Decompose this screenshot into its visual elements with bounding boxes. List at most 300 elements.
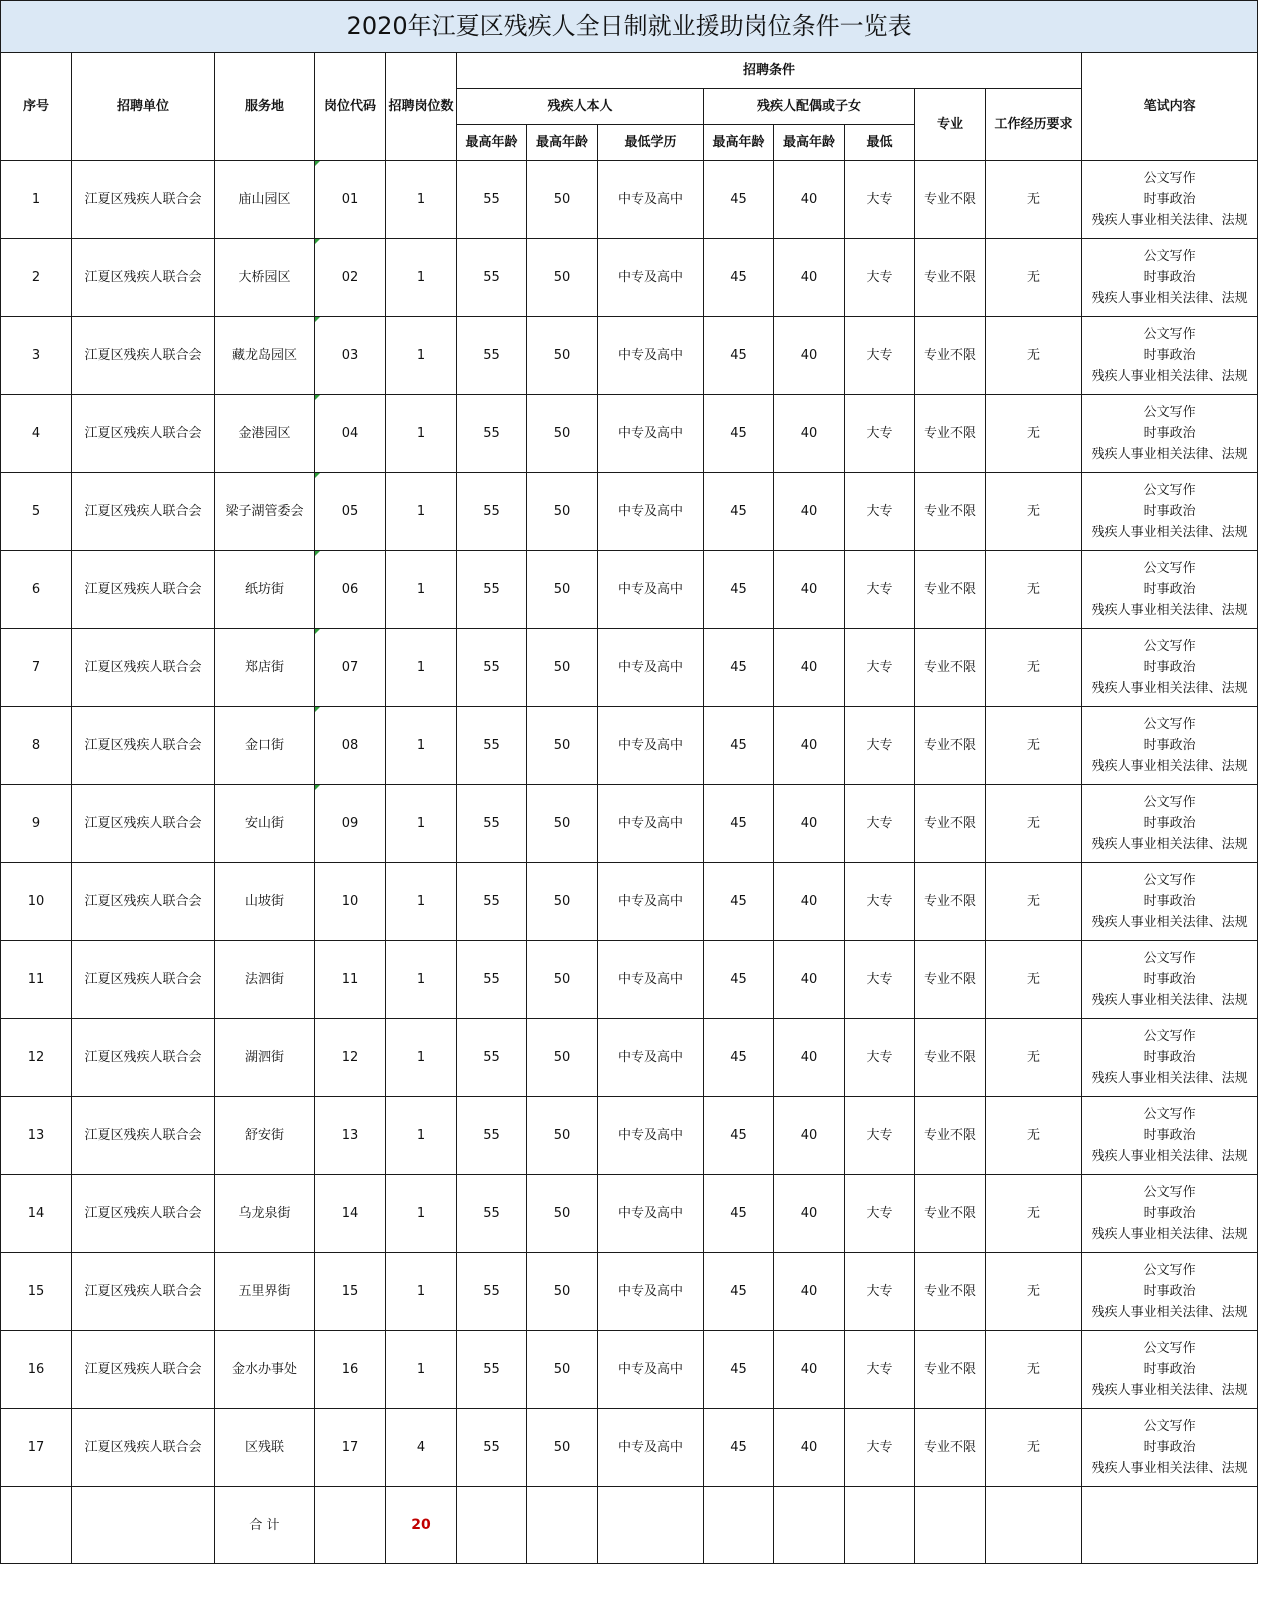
table-row bbox=[1, 863, 1258, 941]
cell-family-age-1: 45 bbox=[704, 1409, 774, 1487]
cell-family-edu: 大专 bbox=[845, 629, 915, 707]
cell-unit: 江夏区残疾人联合会 bbox=[72, 239, 215, 317]
cell-self-age-2: 50 bbox=[527, 707, 598, 785]
cell-code: 16 bbox=[315, 1331, 386, 1409]
cell-family-edu: 大专 bbox=[845, 1331, 915, 1409]
cell-family-edu: 大专 bbox=[845, 1253, 915, 1331]
cell-self-age-2: 50 bbox=[527, 1097, 598, 1175]
cell-self-age-2: 50 bbox=[527, 551, 598, 629]
cell-major: 专业不限 bbox=[915, 395, 986, 473]
cell-text: 03 bbox=[341, 348, 359, 363]
cell-major: 专业不限 bbox=[915, 941, 986, 1019]
cell-code: 10 bbox=[315, 863, 386, 941]
cell-place: 大桥园区 bbox=[215, 239, 315, 317]
cell-experience: 无 bbox=[986, 161, 1082, 239]
cell-unit: 江夏区残疾人联合会 bbox=[72, 941, 215, 1019]
cell-family-age-2: 40 bbox=[774, 161, 845, 239]
cell-self-age-1: 55 bbox=[457, 473, 527, 551]
table-row bbox=[1, 785, 1258, 863]
cell-text: 02 bbox=[341, 270, 359, 285]
exam-subject: 时事政治 bbox=[1143, 1050, 1196, 1065]
exam-subject: 公文写作 bbox=[1143, 1263, 1196, 1278]
cell-family-edu: 大专 bbox=[845, 551, 915, 629]
cell-self-age-2: 50 bbox=[527, 863, 598, 941]
cell-exam bbox=[1082, 785, 1258, 863]
table-row bbox=[1, 707, 1258, 785]
cell-exam bbox=[1082, 1409, 1258, 1487]
cell-family-age-2: 40 bbox=[774, 239, 845, 317]
cell-self-age-1: 55 bbox=[457, 317, 527, 395]
cell-experience: 无 bbox=[986, 1019, 1082, 1097]
cell-family-edu: 大专 bbox=[845, 161, 915, 239]
cell-self-edu: 中专及高中 bbox=[598, 1409, 704, 1487]
cell-family-edu: 大专 bbox=[845, 785, 915, 863]
cell-family-edu: 大专 bbox=[845, 1019, 915, 1097]
cell-experience: 无 bbox=[986, 395, 1082, 473]
cell-exam bbox=[1082, 707, 1258, 785]
cell-major: 专业不限 bbox=[915, 785, 986, 863]
cell-unit: 江夏区残疾人联合会 bbox=[72, 1019, 215, 1097]
cell-experience: 无 bbox=[986, 1097, 1082, 1175]
cell-self-edu: 中专及高中 bbox=[598, 1175, 704, 1253]
cell-exam bbox=[1082, 551, 1258, 629]
cell-self-age-2: 50 bbox=[527, 629, 598, 707]
cell-exam bbox=[1082, 863, 1258, 941]
exam-subject: 残疾人事业相关法律、法规 bbox=[1091, 1461, 1248, 1476]
cell-seq: 11 bbox=[1, 941, 72, 1019]
cell-self-age-1: 55 bbox=[457, 1175, 527, 1253]
cell-place: 区残联 bbox=[215, 1409, 315, 1487]
cell-unit: 江夏区残疾人联合会 bbox=[72, 317, 215, 395]
cell-code: 14 bbox=[315, 1175, 386, 1253]
cell-experience: 无 bbox=[986, 1331, 1082, 1409]
exam-subject: 公文写作 bbox=[1143, 405, 1196, 420]
cell-family-age-2: 40 bbox=[774, 1331, 845, 1409]
exam-subject: 公文写作 bbox=[1143, 483, 1196, 498]
cell-self-edu: 中专及高中 bbox=[598, 785, 704, 863]
cell-count: 1 bbox=[386, 317, 457, 395]
table-row bbox=[1, 473, 1258, 551]
exam-subject: 残疾人事业相关法律、法规 bbox=[1091, 681, 1248, 696]
cell-code: 11 bbox=[315, 941, 386, 1019]
cell-marker-icon bbox=[315, 707, 320, 712]
table-row bbox=[1, 317, 1258, 395]
cell-text: 01 bbox=[341, 192, 359, 207]
exam-subject: 残疾人事业相关法律、法规 bbox=[1091, 1383, 1248, 1398]
cell-seq: 5 bbox=[1, 473, 72, 551]
header-family-age-1: 最高年龄 bbox=[704, 125, 774, 161]
cell-experience: 无 bbox=[986, 941, 1082, 1019]
cell-family-age-2: 40 bbox=[774, 863, 845, 941]
cell-code bbox=[315, 785, 386, 863]
cell-family-edu: 大专 bbox=[845, 317, 915, 395]
cell-unit: 江夏区残疾人联合会 bbox=[72, 395, 215, 473]
exam-subject: 残疾人事业相关法律、法规 bbox=[1091, 291, 1248, 306]
cell-self-age-1: 55 bbox=[457, 629, 527, 707]
cell-code bbox=[315, 239, 386, 317]
cell-exam bbox=[1082, 395, 1258, 473]
cell-experience: 无 bbox=[986, 1253, 1082, 1331]
cell-count: 1 bbox=[386, 1097, 457, 1175]
cell-self-age-1: 55 bbox=[457, 863, 527, 941]
cell-family-edu: 大专 bbox=[845, 941, 915, 1019]
exam-subject: 残疾人事业相关法律、法规 bbox=[1091, 1305, 1248, 1320]
exam-subject: 残疾人事业相关法律、法规 bbox=[1091, 915, 1248, 930]
cell-major: 专业不限 bbox=[915, 707, 986, 785]
cell-self-edu: 中专及高中 bbox=[598, 1331, 704, 1409]
cell-family-age-1: 45 bbox=[704, 785, 774, 863]
cell-experience: 无 bbox=[986, 1409, 1082, 1487]
cell-family-age-2: 40 bbox=[774, 941, 845, 1019]
cell-self-age-1: 55 bbox=[457, 551, 527, 629]
cell-experience: 无 bbox=[986, 317, 1082, 395]
cell-major: 专业不限 bbox=[915, 239, 986, 317]
header-seq: 序号 bbox=[1, 53, 72, 161]
cell-self-edu: 中专及高中 bbox=[598, 1019, 704, 1097]
cell-self-age-2: 50 bbox=[527, 239, 598, 317]
cell-seq: 14 bbox=[1, 1175, 72, 1253]
cell-major: 专业不限 bbox=[915, 1175, 986, 1253]
cell-family-edu: 大专 bbox=[845, 395, 915, 473]
cell-marker-icon bbox=[315, 629, 320, 634]
cell-family-age-1: 45 bbox=[704, 863, 774, 941]
cell-self-age-2: 50 bbox=[527, 785, 598, 863]
cell-count: 1 bbox=[386, 161, 457, 239]
exam-subject: 残疾人事业相关法律、法规 bbox=[1091, 213, 1248, 228]
cell-place: 金口街 bbox=[215, 707, 315, 785]
cell-count: 1 bbox=[386, 1175, 457, 1253]
table-row bbox=[1, 1253, 1258, 1331]
table-row bbox=[1, 1331, 1258, 1409]
cell-major: 专业不限 bbox=[915, 629, 986, 707]
cell-self-edu: 中专及高中 bbox=[598, 395, 704, 473]
cell-major: 专业不限 bbox=[915, 1019, 986, 1097]
cell-marker-icon bbox=[315, 161, 320, 166]
cell-exam bbox=[1082, 1175, 1258, 1253]
cell-family-age-1: 45 bbox=[704, 473, 774, 551]
header-self-age-1: 最高年龄 bbox=[457, 125, 527, 161]
exam-subject: 时事政治 bbox=[1143, 660, 1196, 675]
cell-text: 09 bbox=[341, 816, 359, 831]
exam-subject: 公文写作 bbox=[1143, 795, 1196, 810]
table-row bbox=[1, 1175, 1258, 1253]
cell-exam bbox=[1082, 317, 1258, 395]
table-row bbox=[1, 551, 1258, 629]
cell-major: 专业不限 bbox=[915, 1331, 986, 1409]
cell-self-age-1: 55 bbox=[457, 1253, 527, 1331]
exam-subject: 公文写作 bbox=[1143, 1029, 1196, 1044]
cell-family-edu: 大专 bbox=[845, 863, 915, 941]
cell-seq: 12 bbox=[1, 1019, 72, 1097]
cell-family-age-1: 45 bbox=[704, 317, 774, 395]
cell-experience: 无 bbox=[986, 239, 1082, 317]
exam-subject: 公文写作 bbox=[1143, 873, 1196, 888]
cell-family-edu: 大专 bbox=[845, 1097, 915, 1175]
exam-subject: 时事政治 bbox=[1143, 348, 1196, 363]
cell-self-age-1: 55 bbox=[457, 1331, 527, 1409]
header-self-edu: 最低学历 bbox=[598, 125, 704, 161]
exam-subject: 时事政治 bbox=[1143, 1128, 1196, 1143]
cell-seq: 3 bbox=[1, 317, 72, 395]
header-unit: 招聘单位 bbox=[72, 53, 215, 161]
total-value: 20 bbox=[386, 1487, 457, 1564]
cell-family-age-1: 45 bbox=[704, 1253, 774, 1331]
exam-subject: 时事政治 bbox=[1143, 192, 1196, 207]
exam-subject: 公文写作 bbox=[1143, 951, 1196, 966]
table-row bbox=[1, 395, 1258, 473]
cell-family-age-2: 40 bbox=[774, 707, 845, 785]
exam-subject: 残疾人事业相关法律、法规 bbox=[1091, 525, 1248, 540]
cell-text: 04 bbox=[341, 426, 359, 441]
cell-experience: 无 bbox=[986, 863, 1082, 941]
exam-subject: 时事政治 bbox=[1143, 738, 1196, 753]
cell-seq: 9 bbox=[1, 785, 72, 863]
cell-count: 1 bbox=[386, 785, 457, 863]
header-family-age-2: 最高年龄 bbox=[774, 125, 845, 161]
table-row bbox=[1, 1097, 1258, 1175]
cell-family-age-2: 40 bbox=[774, 317, 845, 395]
cell-self-age-2: 50 bbox=[527, 1019, 598, 1097]
exam-subject: 残疾人事业相关法律、法规 bbox=[1091, 447, 1248, 462]
cell-self-edu: 中专及高中 bbox=[598, 161, 704, 239]
cell-unit: 江夏区残疾人联合会 bbox=[72, 1331, 215, 1409]
cell-family-edu: 大专 bbox=[845, 1175, 915, 1253]
cell-self-age-2: 50 bbox=[527, 1253, 598, 1331]
cell-self-edu: 中专及高中 bbox=[598, 863, 704, 941]
cell-place: 五里界街 bbox=[215, 1253, 315, 1331]
cell-self-age-1: 55 bbox=[457, 161, 527, 239]
cell-family-edu: 大专 bbox=[845, 473, 915, 551]
cell-text: 08 bbox=[341, 738, 359, 753]
cell-text: 06 bbox=[341, 582, 359, 597]
table-row bbox=[1, 941, 1258, 1019]
cell-family-age-1: 45 bbox=[704, 629, 774, 707]
exam-subject: 时事政治 bbox=[1143, 816, 1196, 831]
cell-major: 专业不限 bbox=[915, 863, 986, 941]
cell-marker-icon bbox=[315, 473, 320, 478]
cell-self-edu: 中专及高中 bbox=[598, 551, 704, 629]
cell-family-edu: 大专 bbox=[845, 1409, 915, 1487]
cell-exam bbox=[1082, 1019, 1258, 1097]
cell-place: 湖泗街 bbox=[215, 1019, 315, 1097]
header-major: 专业 bbox=[915, 89, 986, 161]
cell-marker-icon bbox=[315, 395, 320, 400]
cell-major: 专业不限 bbox=[915, 317, 986, 395]
cell-count: 1 bbox=[386, 239, 457, 317]
exam-subject: 时事政治 bbox=[1143, 426, 1196, 441]
cell-self-age-2: 50 bbox=[527, 1175, 598, 1253]
exam-subject: 公文写作 bbox=[1143, 171, 1196, 186]
cell-place: 藏龙岛园区 bbox=[215, 317, 315, 395]
cell-code: 15 bbox=[315, 1253, 386, 1331]
cell-self-edu: 中专及高中 bbox=[598, 239, 704, 317]
exam-subject: 时事政治 bbox=[1143, 1440, 1196, 1455]
cell-family-age-2: 40 bbox=[774, 1409, 845, 1487]
exam-subject: 残疾人事业相关法律、法规 bbox=[1091, 1071, 1248, 1086]
cell-code: 12 bbox=[315, 1019, 386, 1097]
exam-subject: 时事政治 bbox=[1143, 270, 1196, 285]
cell-seq: 4 bbox=[1, 395, 72, 473]
exam-subject: 残疾人事业相关法律、法规 bbox=[1091, 837, 1248, 852]
table-row bbox=[1, 629, 1258, 707]
cell-place: 安山街 bbox=[215, 785, 315, 863]
cell-major: 专业不限 bbox=[915, 473, 986, 551]
cell-self-age-1: 55 bbox=[457, 395, 527, 473]
cell-major: 专业不限 bbox=[915, 1097, 986, 1175]
cell-experience: 无 bbox=[986, 551, 1082, 629]
header-place: 服务地 bbox=[215, 53, 315, 161]
cell-experience: 无 bbox=[986, 1175, 1082, 1253]
cell-experience: 无 bbox=[986, 707, 1082, 785]
header-family-edu: 最低 bbox=[845, 125, 915, 161]
cell-self-age-1: 55 bbox=[457, 1097, 527, 1175]
cell-self-age-1: 55 bbox=[457, 785, 527, 863]
exam-subject: 残疾人事业相关法律、法规 bbox=[1091, 603, 1248, 618]
cell-major: 专业不限 bbox=[915, 1409, 986, 1487]
cell-marker-icon bbox=[315, 239, 320, 244]
header-family-group: 残疾人配偶或子女 bbox=[704, 89, 915, 125]
cell-unit: 江夏区残疾人联合会 bbox=[72, 473, 215, 551]
cell-count: 1 bbox=[386, 1019, 457, 1097]
cell-seq: 17 bbox=[1, 1409, 72, 1487]
exam-subject: 公文写作 bbox=[1143, 1419, 1196, 1434]
cell-self-edu: 中专及高中 bbox=[598, 1253, 704, 1331]
cell-code bbox=[315, 707, 386, 785]
cell-exam bbox=[1082, 1253, 1258, 1331]
exam-subject: 残疾人事业相关法律、法规 bbox=[1091, 1227, 1248, 1242]
table-row bbox=[1, 239, 1258, 317]
cell-family-age-2: 40 bbox=[774, 551, 845, 629]
cell-self-edu: 中专及高中 bbox=[598, 473, 704, 551]
cell-count: 1 bbox=[386, 1253, 457, 1331]
cell-count: 4 bbox=[386, 1409, 457, 1487]
cell-family-age-2: 40 bbox=[774, 473, 845, 551]
exam-subject: 时事政治 bbox=[1143, 894, 1196, 909]
cell-exam bbox=[1082, 239, 1258, 317]
cell-code bbox=[315, 629, 386, 707]
cell-experience: 无 bbox=[986, 785, 1082, 863]
cell-count: 1 bbox=[386, 941, 457, 1019]
exam-subject: 时事政治 bbox=[1143, 1284, 1196, 1299]
cell-self-age-2: 50 bbox=[527, 1409, 598, 1487]
exam-subject: 时事政治 bbox=[1143, 582, 1196, 597]
page-title: 2020年江夏区残疾人全日制就业援助岗位条件一览表 bbox=[1, 1, 1258, 53]
header-conditions: 招聘条件 bbox=[457, 53, 1082, 89]
exam-subject: 公文写作 bbox=[1143, 639, 1196, 654]
header-count: 招聘岗位数 bbox=[386, 53, 457, 161]
exam-subject: 时事政治 bbox=[1143, 972, 1196, 987]
exam-subject: 时事政治 bbox=[1143, 1362, 1196, 1377]
cell-place: 郑店街 bbox=[215, 629, 315, 707]
cell-unit: 江夏区残疾人联合会 bbox=[72, 629, 215, 707]
cell-seq: 7 bbox=[1, 629, 72, 707]
cell-self-age-2: 50 bbox=[527, 317, 598, 395]
cell-self-age-2: 50 bbox=[527, 161, 598, 239]
cell-family-age-1: 45 bbox=[704, 1097, 774, 1175]
cell-exam bbox=[1082, 1331, 1258, 1409]
exam-subject: 残疾人事业相关法律、法规 bbox=[1091, 759, 1248, 774]
cell-seq: 15 bbox=[1, 1253, 72, 1331]
cell-family-age-1: 45 bbox=[704, 707, 774, 785]
cell-code bbox=[315, 551, 386, 629]
cell-exam bbox=[1082, 629, 1258, 707]
cell-self-edu: 中专及高中 bbox=[598, 941, 704, 1019]
cell-unit: 江夏区残疾人联合会 bbox=[72, 1253, 215, 1331]
cell-family-age-1: 45 bbox=[704, 1331, 774, 1409]
cell-exam bbox=[1082, 473, 1258, 551]
cell-unit: 江夏区残疾人联合会 bbox=[72, 161, 215, 239]
cell-self-age-1: 55 bbox=[457, 941, 527, 1019]
table-row bbox=[1, 161, 1258, 239]
table-body bbox=[1, 161, 1258, 1487]
header-experience: 工作经历要求 bbox=[986, 89, 1082, 161]
exam-subject: 公文写作 bbox=[1143, 327, 1196, 342]
cell-family-edu: 大专 bbox=[845, 239, 915, 317]
cell-place: 纸坊街 bbox=[215, 551, 315, 629]
total-row bbox=[1, 1487, 1258, 1564]
header-exam: 笔试内容 bbox=[1082, 53, 1258, 161]
cell-family-age-1: 45 bbox=[704, 1019, 774, 1097]
header-code: 岗位代码 bbox=[315, 53, 386, 161]
cell-seq: 1 bbox=[1, 161, 72, 239]
cell-seq: 10 bbox=[1, 863, 72, 941]
cell-place: 乌龙泉街 bbox=[215, 1175, 315, 1253]
cell-unit: 江夏区残疾人联合会 bbox=[72, 707, 215, 785]
cell-family-edu: 大专 bbox=[845, 707, 915, 785]
cell-self-age-2: 50 bbox=[527, 395, 598, 473]
cell-self-age-2: 50 bbox=[527, 941, 598, 1019]
cell-unit: 江夏区残疾人联合会 bbox=[72, 785, 215, 863]
cell-exam bbox=[1082, 161, 1258, 239]
cell-family-age-1: 45 bbox=[704, 395, 774, 473]
cell-unit: 江夏区残疾人联合会 bbox=[72, 1175, 215, 1253]
cell-unit: 江夏区残疾人联合会 bbox=[72, 863, 215, 941]
cell-code bbox=[315, 473, 386, 551]
cell-code: 13 bbox=[315, 1097, 386, 1175]
cell-text: 07 bbox=[341, 660, 359, 675]
cell-code bbox=[315, 317, 386, 395]
cell-self-age-2: 50 bbox=[527, 1331, 598, 1409]
cell-experience: 无 bbox=[986, 629, 1082, 707]
cell-code bbox=[315, 161, 386, 239]
cell-unit: 江夏区残疾人联合会 bbox=[72, 1409, 215, 1487]
exam-subject: 时事政治 bbox=[1143, 1206, 1196, 1221]
table-row bbox=[1, 1019, 1258, 1097]
cell-family-age-2: 40 bbox=[774, 1019, 845, 1097]
cell-family-age-2: 40 bbox=[774, 395, 845, 473]
cell-place: 舒安街 bbox=[215, 1097, 315, 1175]
cell-family-age-1: 45 bbox=[704, 1175, 774, 1253]
exam-subject: 残疾人事业相关法律、法规 bbox=[1091, 369, 1248, 384]
cell-self-age-2: 50 bbox=[527, 473, 598, 551]
cell-place: 法泗街 bbox=[215, 941, 315, 1019]
header-self-age-2: 最高年龄 bbox=[527, 125, 598, 161]
cell-self-edu: 中专及高中 bbox=[598, 317, 704, 395]
exam-subject: 时事政治 bbox=[1143, 504, 1196, 519]
cell-self-age-1: 55 bbox=[457, 1409, 527, 1487]
cell-major: 专业不限 bbox=[915, 161, 986, 239]
cell-place: 庙山园区 bbox=[215, 161, 315, 239]
header-self-group: 残疾人本人 bbox=[457, 89, 704, 125]
cell-marker-icon bbox=[315, 551, 320, 556]
cell-count: 1 bbox=[386, 629, 457, 707]
cell-unit: 江夏区残疾人联合会 bbox=[72, 551, 215, 629]
cell-marker-icon bbox=[315, 785, 320, 790]
cell-code: 17 bbox=[315, 1409, 386, 1487]
cell-unit: 江夏区残疾人联合会 bbox=[72, 1097, 215, 1175]
cell-place: 金水办事处 bbox=[215, 1331, 315, 1409]
cell-count: 1 bbox=[386, 863, 457, 941]
